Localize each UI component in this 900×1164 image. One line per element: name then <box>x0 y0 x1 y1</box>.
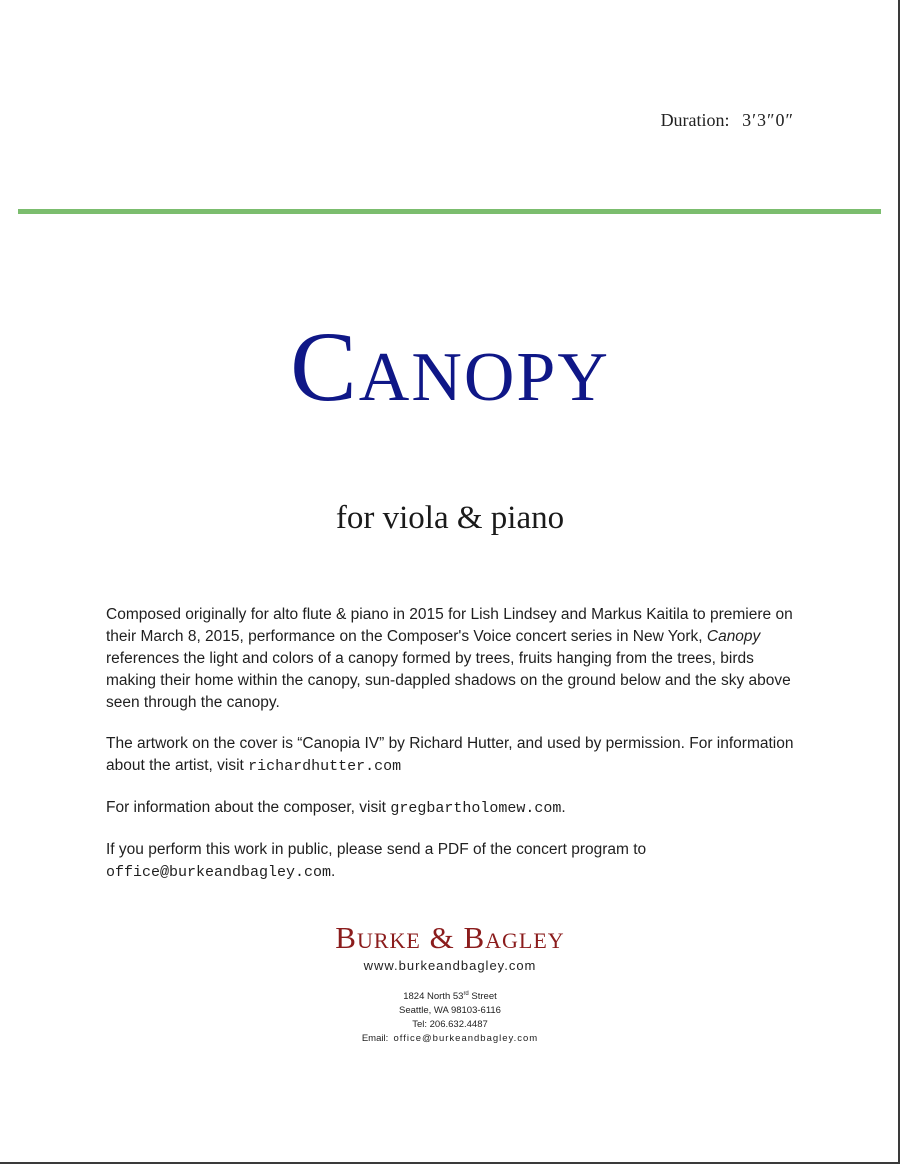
header-rule <box>18 209 881 214</box>
work-title-italic: Canopy <box>706 628 761 645</box>
publisher-address <box>0 987 900 1046</box>
paragraph-text: . <box>331 863 336 880</box>
street-word: Street <box>468 991 497 1003</box>
paragraph-composer <box>106 797 796 820</box>
paragraph-composition <box>106 604 796 714</box>
artist-link[interactable]: richardhutter.com <box>248 758 402 775</box>
duration <box>661 110 794 131</box>
publisher-block <box>0 920 900 1046</box>
office-email-link[interactable]: office@burkeandbagley.com <box>106 864 332 881</box>
page-title: Canopy <box>290 311 610 422</box>
paragraph-text: The artwork on the cover is “Canopia IV” by Richard Hutter, and used by permission. For information about the artist, visit <box>106 735 794 774</box>
publisher-website[interactable]: www.burkeandbagley.com <box>363 958 537 973</box>
paragraph-artwork <box>106 733 796 778</box>
address-street <box>0 987 900 1004</box>
duration-label: Duration: <box>660 110 730 130</box>
paragraph-text: . <box>561 799 566 816</box>
composer-link[interactable]: gregbartholomew.com <box>390 800 562 817</box>
paragraph-text: references the light and colors of a canopy formed by trees, fruits hanging from the trees, birds making their home within the canopy, sun-dappled shadows on the ground below and the sky above seen through the canopy. <box>106 650 791 711</box>
paragraph-text: If you perform this work in public, please send a PDF of the concert program to <box>106 841 647 858</box>
description <box>106 604 796 903</box>
paragraph-performance <box>106 839 796 884</box>
street-suffix: rd <box>463 991 469 997</box>
publisher-email-link[interactable]: office@burkeandbagley.com <box>393 1033 539 1045</box>
paragraph-text: Composed originally for alto flute & piano in 2015 for Lish Lindsey and Markus Kaitila to premiere on their March 8, 2015, performance on the Composer's Voice concert series in New York, <box>106 606 793 645</box>
paragraph-text: For information about the composer, visit <box>106 799 391 816</box>
address-tel: Tel: 206.632.4487 <box>412 1019 488 1031</box>
subtitle: for viola & piano <box>335 500 565 536</box>
email-label: Email: <box>361 1033 394 1045</box>
street-number: 1824 North 53 <box>403 991 464 1003</box>
publisher-name: Burke & Bagley <box>335 920 565 955</box>
address-email <box>0 1032 900 1046</box>
address-city: Seattle, WA 98103-6116 <box>399 1005 501 1017</box>
duration-value: 3′3″0″ <box>742 110 794 130</box>
